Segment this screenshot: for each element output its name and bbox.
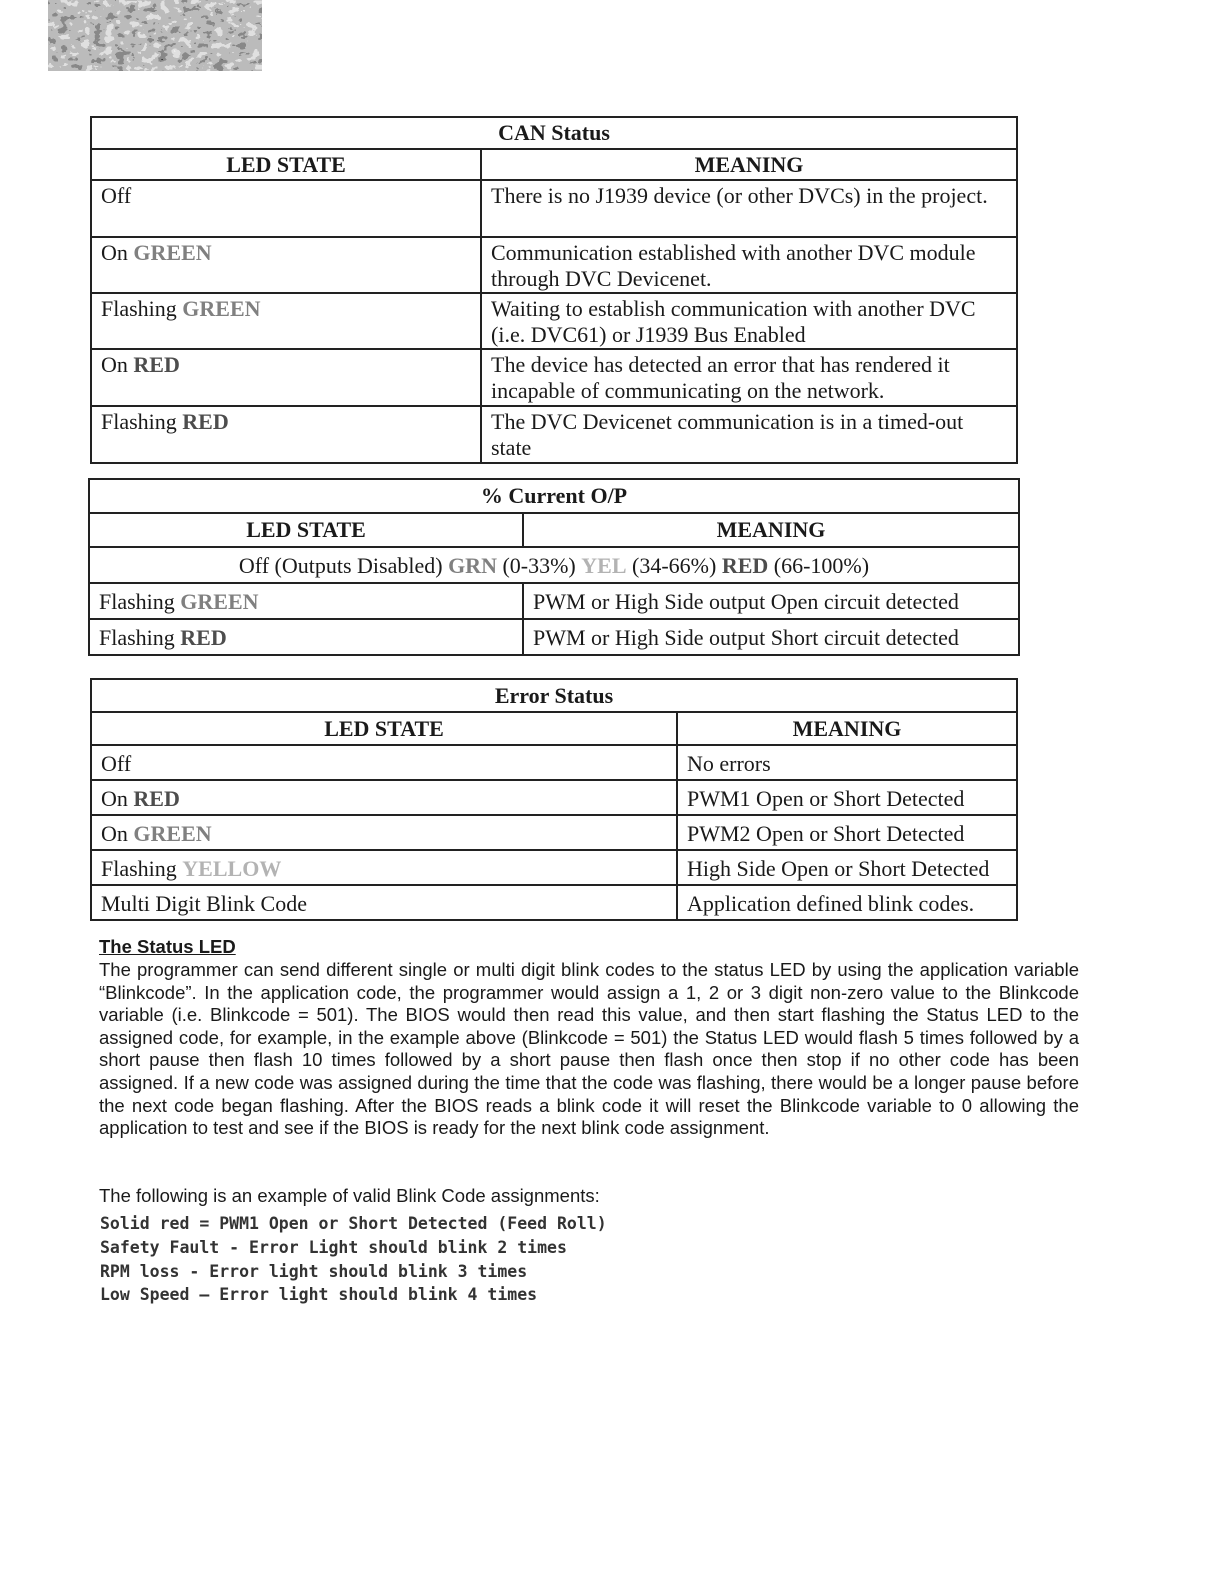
table-row <box>91 780 1017 815</box>
led-state-cell: On GREEN <box>91 237 481 293</box>
led-color-label: GREEN <box>133 240 212 265</box>
led-state-cell: Off <box>91 180 481 237</box>
led-color-label: RED <box>182 409 229 434</box>
column-header-meaning: MEANING <box>523 513 1019 547</box>
column-header-led-state: LED STATE <box>91 712 677 745</box>
table-row <box>91 180 1017 237</box>
led-state-cell: Flashing GREEN <box>91 293 481 349</box>
led-state-cell: Flashing YELLOW <box>91 850 677 885</box>
column-header-meaning: MEANING <box>677 712 1017 745</box>
blink-code-examples <box>100 1212 607 1307</box>
table-title: % Current O/P <box>89 479 1019 513</box>
table-row <box>91 237 1017 293</box>
table-row <box>91 850 1017 885</box>
led-state-cell: On GREEN <box>91 815 677 850</box>
table-row <box>91 745 1017 780</box>
meaning-cell: PWM1 Open or Short Detected <box>677 780 1017 815</box>
meaning-cell: There is no J1939 device (or other DVCs) in the project. <box>481 180 1017 237</box>
led-state-cell: Flashing RED <box>91 406 481 463</box>
example-line: Low Speed – Error light should blink 4 times <box>100 1285 538 1305</box>
table-row <box>91 349 1017 406</box>
logo-texture-image <box>48 0 262 71</box>
body-paragraph: The programmer can send different single or multi digit blink codes to the status LED by using the application variable “Blinkcode”. In the application code, the programmer would assign a 1, 2 or 3 digit non-zero value to the Blinkcode variable (i.e. Blinkcode = 501). The BIOS would then read this value, and then start flashing the Status LED to the assigned code, for example, in the example above (Blinkcode = 501) the Status LED would flash 5 times followed by a short pause then flash 10 times followed by a short pause then flash once then stop if no other code has been assigned. If a new code was assigned during the time that the code was flashing, there would be a longer pause before the next code began flashing. After the BIOS reads a blink code it will reset the Blinkcode variable to 0 allowing the application to test and see if the BIOS is ready for the next blink code assignment. <box>99 959 1079 1139</box>
led-color-label: YELLOW <box>182 855 282 881</box>
led-state-cell: On RED <box>91 780 677 815</box>
section-heading: The Status LED <box>99 936 236 957</box>
current-op-table <box>88 478 1020 656</box>
table-row <box>91 406 1017 463</box>
table-row <box>89 619 1019 655</box>
led-color-label: RED <box>180 625 227 650</box>
can-status-table <box>90 116 1018 464</box>
table-row <box>89 583 1019 619</box>
example-line: RPM loss - Error light should blink 3 times <box>100 1261 528 1281</box>
table-title: Error Status <box>91 679 1017 712</box>
meaning-cell: Communication established with another DVC module through DVC Devicenet. <box>481 237 1017 293</box>
table-row <box>89 547 1019 583</box>
led-state-cell: Flashing GREEN <box>89 583 523 619</box>
example-line: Solid red = PWM1 Open or Short Detected (Feed Roll) <box>100 1214 607 1233</box>
led-color-label: GREEN <box>180 589 259 614</box>
led-color-label: GREEN <box>133 820 212 846</box>
meaning-cell: PWM2 Open or Short Detected <box>677 815 1017 850</box>
error-status-table <box>90 678 1018 921</box>
current-level-legend-cell: Off (Outputs Disabled) GRN (0-33%) YEL (34-66%) RED (66-100%) <box>89 547 1019 583</box>
led-color-label: GREEN <box>182 296 261 321</box>
meaning-cell: Waiting to establish communication with another DVC (i.e. DVC61) or J1939 Bus Enabled <box>481 293 1017 349</box>
led-state-cell: Multi Digit Blink Code <box>91 885 677 920</box>
table-title: CAN Status <box>91 117 1017 149</box>
led-state-cell: On RED <box>91 349 481 406</box>
meaning-cell: High Side Open or Short Detected <box>677 850 1017 885</box>
meaning-cell: Application defined blink codes. <box>677 885 1017 920</box>
led-state-cell: Flashing RED <box>89 619 523 655</box>
meaning-cell: The DVC Devicenet communication is in a timed-out state <box>481 406 1017 463</box>
column-header-led-state: LED STATE <box>89 513 523 547</box>
meaning-cell: The device has detected an error that has rendered it incapable of communicating on the network. <box>481 349 1017 406</box>
column-header-led-state: LED STATE <box>91 149 481 180</box>
examples-intro: The following is an example of valid Blink Code assignments: <box>99 1185 600 1206</box>
led-state-cell: Off <box>91 745 677 780</box>
table-row <box>91 293 1017 349</box>
column-header-meaning: MEANING <box>481 149 1017 180</box>
table-row <box>91 815 1017 850</box>
led-color-label: RED <box>133 352 180 377</box>
meaning-cell: PWM or High Side output Open circuit detected <box>523 583 1019 619</box>
meaning-cell: PWM or High Side output Short circuit detected <box>523 619 1019 655</box>
meaning-cell: No errors <box>677 745 1017 780</box>
table-row <box>91 885 1017 920</box>
led-color-label: RED <box>133 785 180 811</box>
example-line: Safety Fault - Error Light should blink 2 times <box>100 1237 567 1257</box>
